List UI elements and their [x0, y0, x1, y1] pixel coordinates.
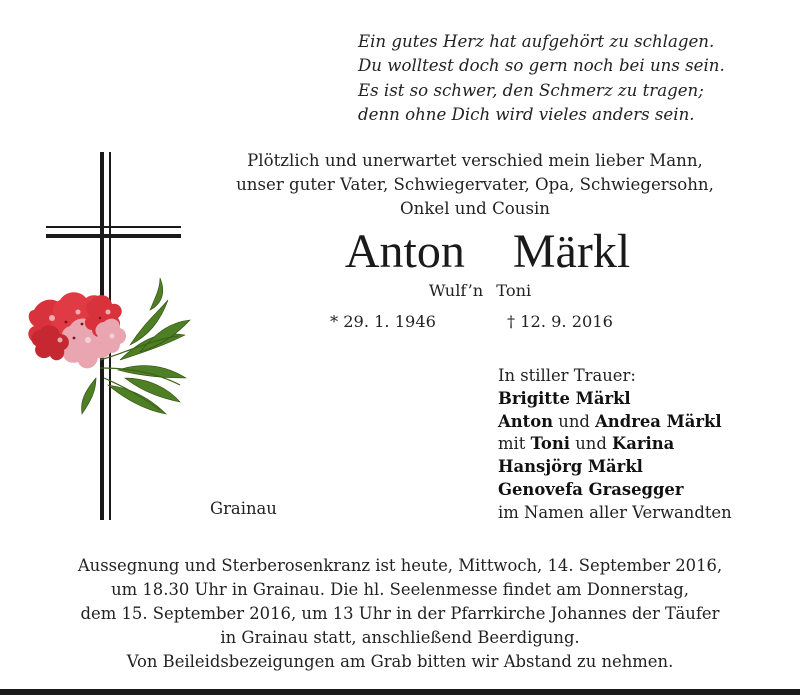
intro-line: unser guter Vater, Schwiegervater, Opa, Schwiegersohn, [236, 175, 714, 195]
footer-line: Von Beileidsbezeigungen am Grab bitten wir Abstand zu nehmen. [126, 652, 674, 671]
conjunction: mit [498, 434, 531, 454]
service-details [20, 554, 780, 674]
footer-line: um 18.30 Uhr in Grainau. Die hl. Seelenmesse findet am Donnerstag, [111, 580, 689, 599]
mourners-list [498, 365, 788, 525]
poem-line: Ein gutes Herz hat aufgehört zu schlagen. [358, 32, 715, 51]
deceased-name: Anton Märkl [344, 225, 631, 278]
mourner-line [498, 411, 788, 434]
death-date: † 12. 9. 2016 [507, 312, 613, 331]
mourner-name: Genovefa Grasegger [498, 479, 684, 499]
deceased-nickname: Wulf’n Toni [428, 281, 532, 300]
place-name: Grainau [210, 499, 277, 518]
mourner-name: Karina [612, 434, 675, 454]
intro-line: Onkel und Cousin [400, 199, 550, 219]
bottom-border [0, 689, 800, 695]
poem-line: Du wolltest doch so gern noch bei uns sein. [358, 56, 725, 76]
footer-line: dem 15. September 2016, um 13 Uhr in der Pfarrkirche Johannes der Täufer [80, 604, 720, 623]
conjunction: und [570, 434, 613, 454]
footer-line: in Grainau statt, anschließend Beerdigung. [220, 628, 580, 647]
mourners-heading: In stiller Trauer: [498, 366, 636, 385]
mourner-name: Andrea Märkl [595, 411, 722, 431]
mourners-closing: im Namen aller Verwandten [498, 502, 732, 522]
intro-line: Plötzlich und unerwartet verschied mein lieber Mann, [247, 151, 703, 170]
announcement-intro [190, 149, 760, 222]
mourner-name: Toni [530, 434, 570, 454]
poem-line: Es ist so schwer, den Schmerz zu tragen; [358, 80, 704, 100]
footer-line: Aussegnung und Sterberosenkranz ist heute, Mittwoch, 14. September 2016, [77, 556, 723, 575]
birth-date: * 29. 1. 1946 [330, 312, 436, 331]
conjunction: und [553, 411, 596, 431]
mourner-name: Brigitte Märkl [498, 388, 631, 408]
mourner-name: Anton [498, 411, 554, 431]
poem-line: denn ohne Dich wird vieles anders sein. [358, 105, 695, 125]
mourner-name: Hansjörg Märkl [498, 457, 643, 477]
mourner-line [498, 433, 788, 456]
poem [358, 30, 778, 128]
